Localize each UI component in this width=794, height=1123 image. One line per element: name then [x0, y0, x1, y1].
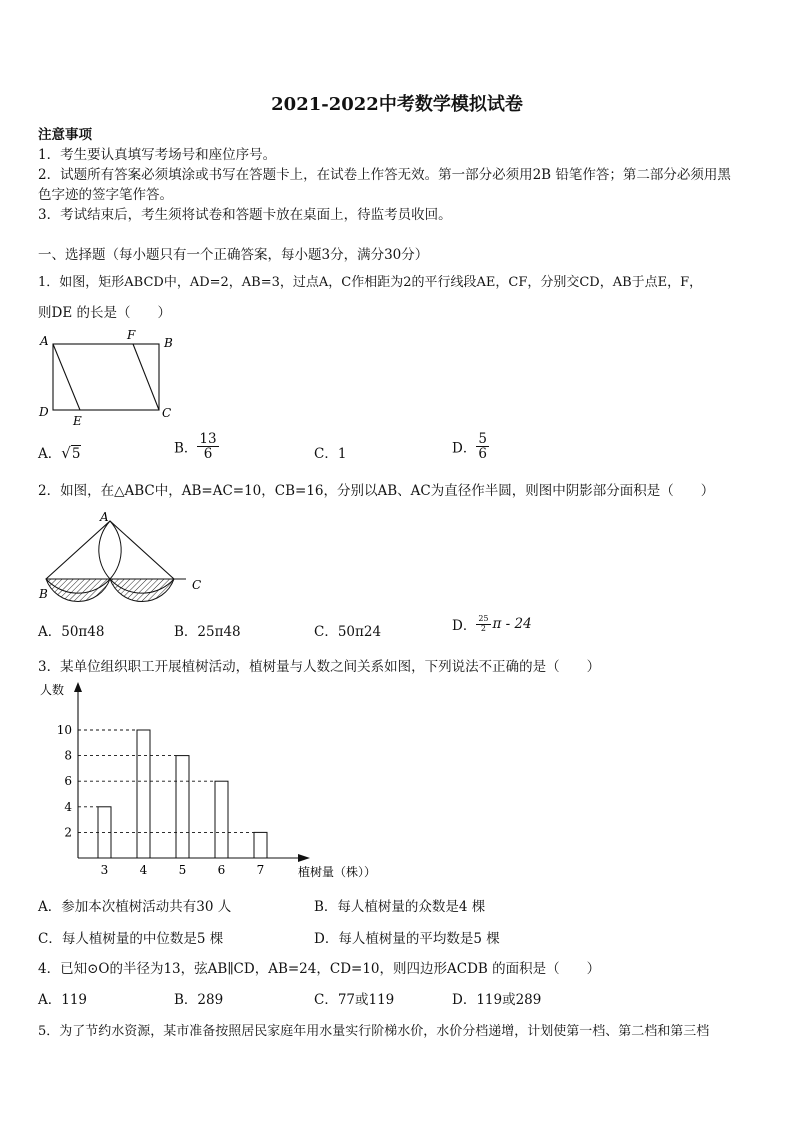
- denominator: 2: [480, 623, 486, 633]
- numerator: 5: [478, 431, 487, 447]
- segment-cf: [133, 344, 159, 410]
- numerator: 13: [199, 431, 217, 447]
- label-b: B: [164, 336, 173, 350]
- q4-option-d: D．119或289: [452, 992, 542, 1008]
- y-tick-label: 6: [64, 774, 72, 789]
- section-heading: 一、选择题（每小题只有一个正确答案，每小题3分，满分30分）: [38, 247, 429, 263]
- q4-text-1: 4．已知⊙O的半径为13，弦AB∥CD，AB=24，CD=10，则四边形ACDB 的面积是（ ）: [38, 961, 601, 977]
- shaded-segment-left: [46, 579, 110, 602]
- x-axis-arrow: [298, 854, 310, 862]
- shaded-segment-right: [110, 579, 174, 602]
- x-tick-label: 6: [217, 863, 226, 877]
- y-axis-label: 人数: [40, 683, 65, 697]
- q1-option-a: [38, 442, 81, 462]
- label-e: E: [73, 414, 82, 428]
- q2-text-1: 2．如图，在△ABC中，AB=AC=10，CB=16，分别以AB、AC为直径作半圆，则图中阴影部分面积是（ ）: [38, 483, 715, 499]
- fraction: [476, 615, 490, 633]
- option-label: D．: [452, 618, 477, 634]
- q4-option-a: A．119: [38, 992, 88, 1008]
- q2-option-d: [452, 614, 532, 634]
- y-tick-label: 8: [64, 748, 72, 763]
- rectangle-abcd: [53, 344, 159, 410]
- x-tick-label: 4: [139, 863, 148, 877]
- x-tick-label: 3: [100, 863, 109, 877]
- q3-option-d: D．每人植树量的平均数是5 棵: [314, 931, 500, 947]
- q3-text-1: 3．某单位组织职工开展植树活动，植树量与人数之间关系如图，下列说法不正确的是（ ）: [38, 659, 601, 675]
- label-d: D: [39, 405, 49, 419]
- q1-figure: [36, 326, 186, 430]
- y-tick-label: 2: [64, 825, 72, 840]
- label-c: C: [162, 406, 172, 420]
- q3-bar-chart: [36, 678, 406, 883]
- label-a: A: [100, 510, 109, 524]
- x-tick-label: 7: [256, 863, 265, 877]
- notice-item-1: 1．考生要认真填写考场号和座位序号。: [38, 147, 277, 163]
- q3-option-a: A．参加本次植树活动共有30 人: [38, 899, 232, 915]
- q1-option-c: [314, 442, 346, 462]
- segment-ae: [53, 344, 80, 410]
- q2-option-c: C．50π24: [314, 624, 382, 640]
- label-b: B: [39, 587, 48, 601]
- q5-text-1: 5．为了节约水资源，某市准备按照居民家庭年用水量实行阶梯水价，水价分档递增，计划使第一档、第二档和第三档: [38, 1024, 710, 1039]
- notice-item-2: 2．试题所有答案必须填涂或书写在答题卡上，在试卷上作答无效。第一部分必须用2B 铅笔作答；第二部分必须用黑: [38, 167, 731, 183]
- sqrt-arg: 5: [71, 446, 81, 462]
- label-a: A: [40, 334, 49, 348]
- option-value: 1: [337, 446, 347, 462]
- bar-6: [215, 781, 228, 858]
- bar-4: [137, 730, 150, 858]
- q3-option-b: B．每人植树量的众数是4 棵: [314, 899, 486, 915]
- q2-option-b: B．25π48: [174, 624, 241, 640]
- bar-7: [254, 832, 267, 858]
- y-tick-label: 10: [56, 723, 72, 737]
- label-c: C: [192, 578, 202, 592]
- q1-option-b: [174, 432, 219, 461]
- q4-option-c: C．77或119: [314, 992, 395, 1008]
- y-axis-arrow: [74, 682, 82, 692]
- q1-text-1: 1．如图，矩形ABCD中，AD=2，AB=3，过点A，C作相距为2的平行线段AE，CF，分别交CD，AB于点E，F，: [38, 275, 703, 290]
- x-axis-label: 植树量（株））: [298, 865, 377, 879]
- q1-option-d: [452, 432, 489, 461]
- option-label: D．: [452, 440, 477, 457]
- notice-item-2-cont: 色字迹的签字笔作答。: [38, 187, 173, 203]
- option-label: C．: [314, 446, 338, 462]
- q2-option-a: A．50π48: [38, 624, 105, 640]
- fraction: [476, 432, 489, 461]
- option-label: B．: [174, 440, 198, 457]
- notice-item-3: 3．考试结束后，考生须将试卷和答题卡放在桌面上，待监考员收回。: [38, 207, 452, 223]
- q2-figure: [34, 505, 214, 609]
- bar-5: [176, 756, 189, 858]
- x-tick-label: 5: [178, 863, 187, 877]
- page-title: 2021-2022中考数学模拟试卷: [271, 94, 523, 115]
- denominator: 6: [203, 446, 213, 463]
- option-rest: π - 24: [492, 616, 532, 632]
- q3-option-c: C．每人植树量的中位数是5 棵: [38, 931, 224, 947]
- denominator: 6: [478, 446, 487, 463]
- y-tick-label: 4: [64, 799, 72, 814]
- fraction: [197, 432, 218, 461]
- notice-heading: 注意事项: [38, 127, 92, 143]
- numerator: 25: [478, 614, 489, 624]
- q4-option-b: B．289: [174, 992, 224, 1008]
- sqrt: √5: [61, 444, 81, 462]
- q1-text-2: 则DE 的长是（ ）: [38, 305, 171, 321]
- label-f: F: [127, 328, 136, 342]
- option-label: A．: [38, 446, 62, 462]
